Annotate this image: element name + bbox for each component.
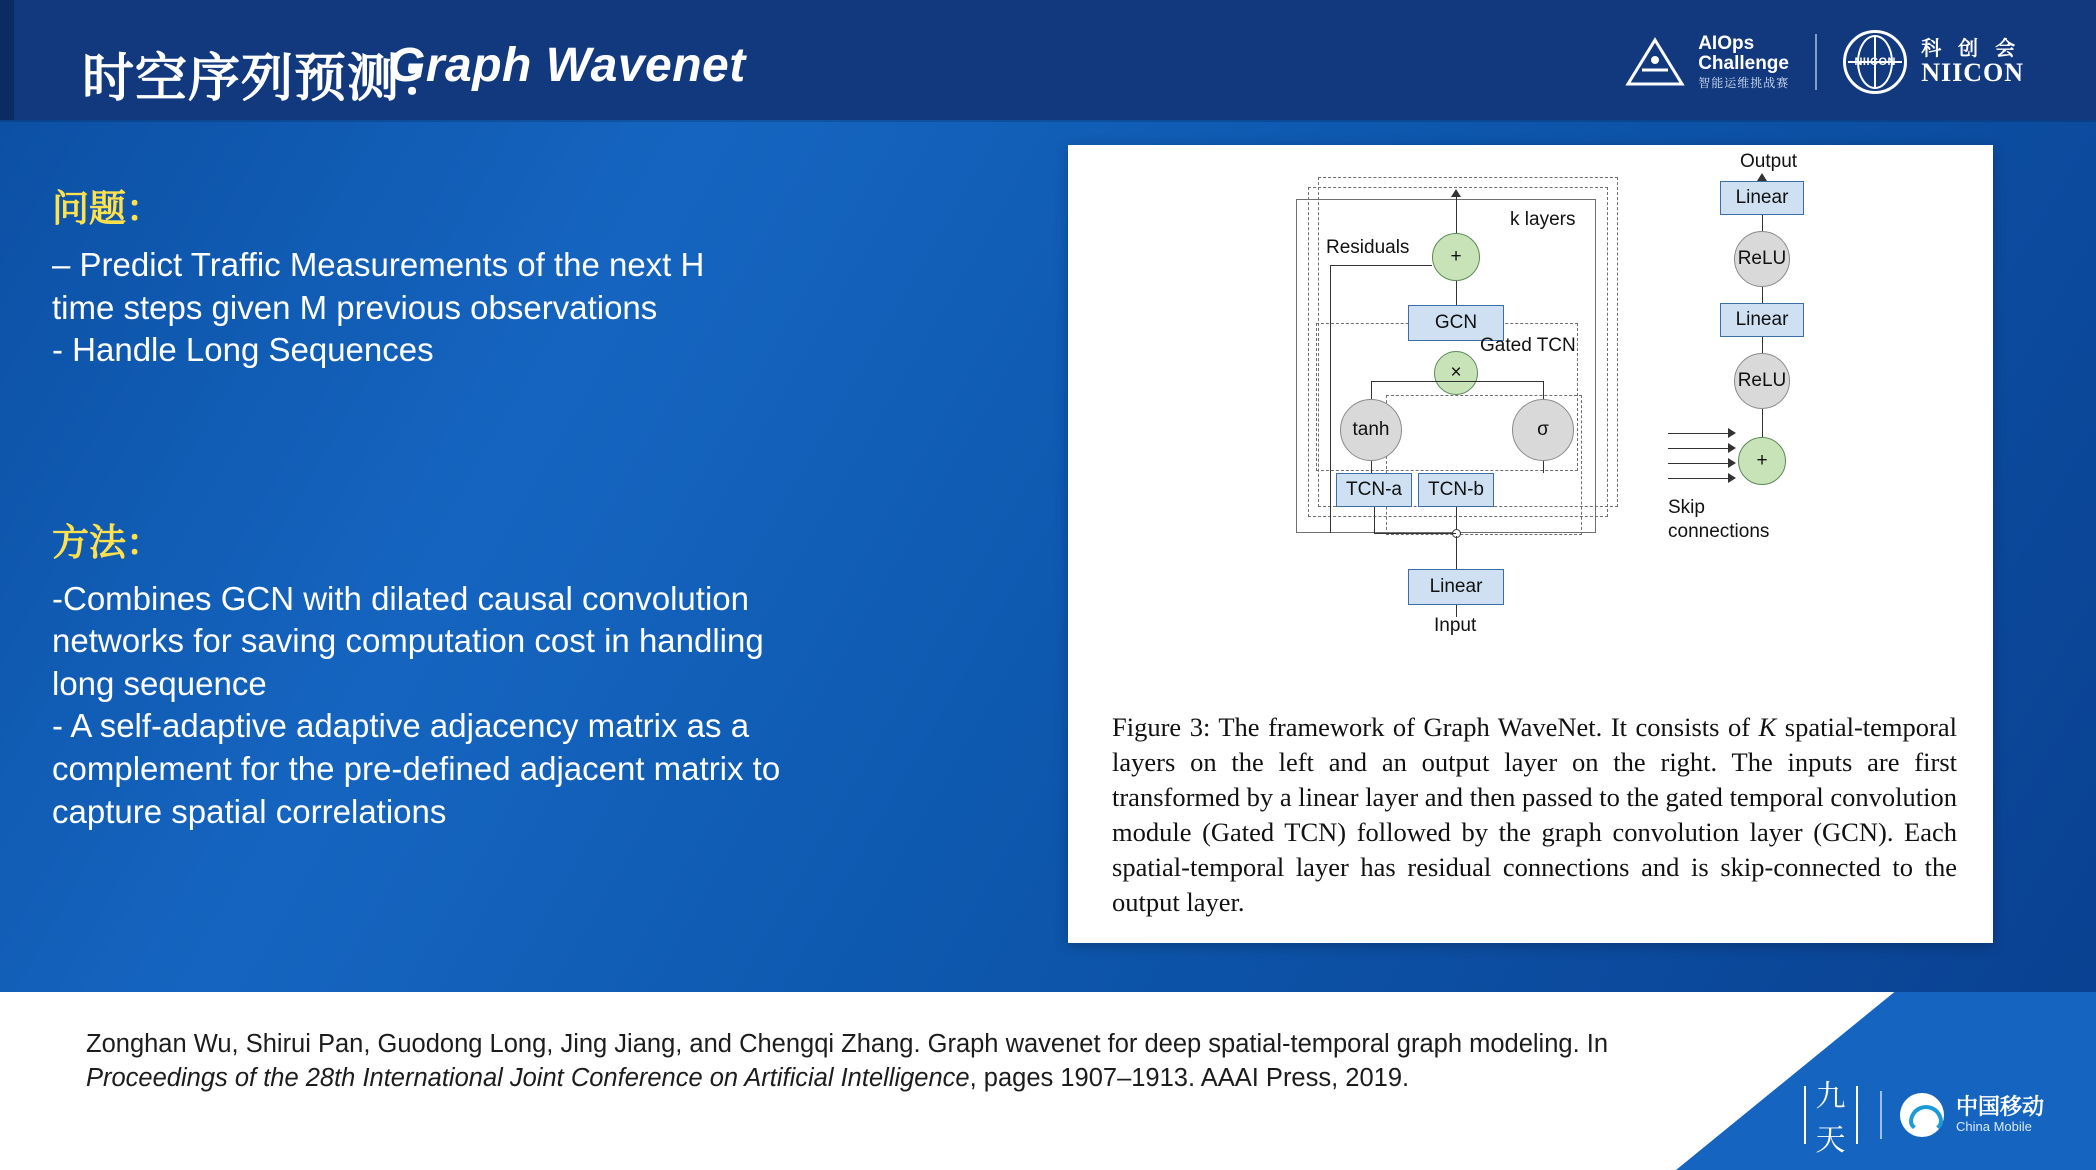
- skip-arrow-head-1: [1728, 428, 1736, 438]
- method-heading: 方法：: [52, 520, 163, 564]
- citation-venue-italic: Proceedings of the 28th International Joint Conference on Artificial Intelligence: [86, 1063, 970, 1092]
- linear-input-box: Linear: [1408, 569, 1504, 605]
- figure-caption-k: K: [1758, 712, 1777, 742]
- aiops-logo-line2: Challenge: [1698, 53, 1789, 75]
- problem-line-2: time steps given M previous observations: [52, 288, 658, 326]
- method-body: [52, 578, 1012, 833]
- citation-part2: , pages 1907–1913. AAAI Press, 2019.: [969, 1063, 1410, 1092]
- skip-arrow-line-4: [1668, 478, 1730, 479]
- sigma-to-tcnb-line: [1543, 461, 1544, 473]
- input-label: Input: [1434, 615, 1477, 636]
- k-layers-label: k layers: [1510, 209, 1576, 230]
- skip-arrow-head-4: [1728, 473, 1736, 483]
- figure-caption-text2: spatial-temporal layers on the left and an output layer on the right. The inputs are first transformed by a linear layer and then passed to the gated temporal convolution module (Gated TCN) followed by the graph convolution layer (GCN). Each spatial-temporal layer has residual connections and is skip-connected to the output layer.: [1112, 712, 1957, 917]
- relu-top-node: ReLU: [1734, 231, 1790, 287]
- niicon-logo-text: [1921, 37, 2024, 88]
- page-title-en: Graph Wavenet: [388, 39, 746, 92]
- tanh-branch-v: [1371, 381, 1372, 399]
- figure-caption-text1: The framework of Graph WaveNet. It consists of: [1218, 712, 1759, 742]
- header-accent-bar: [0, 0, 14, 120]
- tcna-down-line: [1374, 507, 1375, 533]
- output-arrow-top: [1757, 173, 1767, 181]
- linear-output-mid-box: Linear: [1720, 303, 1804, 337]
- output-connector-4: [1762, 409, 1763, 437]
- output-connector-2: [1762, 287, 1763, 303]
- method-line-1: -Combines GCN with dilated causal convolution: [52, 579, 749, 617]
- output-connector-1: [1762, 215, 1763, 231]
- skip-arrow-line-1: [1668, 433, 1730, 434]
- sigma-branch-h: [1456, 381, 1544, 382]
- sigma-node: σ: [1512, 399, 1574, 461]
- skip-connections-label-line2: connections: [1668, 521, 1770, 542]
- gcn-to-plus-line: [1456, 281, 1457, 305]
- citation-text: [86, 1028, 1686, 1096]
- linear-to-split-line: [1456, 536, 1457, 569]
- residual-in-h: [1330, 265, 1432, 266]
- footer-logo-divider: [1880, 1091, 1882, 1139]
- china-mobile-text: [1956, 1096, 2044, 1134]
- content-left-column: [52, 178, 1012, 833]
- aiops-logo-line3: 智能运维挑战赛: [1698, 76, 1790, 91]
- method-line-4: - A self-adaptive adaptive adjacency matrix as a: [52, 707, 750, 745]
- residual-out-line: [1456, 195, 1457, 233]
- niicon-logo-cn: 科 创 会: [1921, 35, 2021, 60]
- niicon-logo-en: NIICON: [1921, 57, 2024, 87]
- gated-tcn-label: Gated TCN: [1480, 335, 1576, 356]
- seal-bracket-left: [1804, 1086, 1806, 1144]
- figure-caption: [1112, 710, 1957, 920]
- sigma-branch-v: [1543, 381, 1544, 399]
- tanh-branch-h: [1371, 381, 1457, 382]
- tcn-b-box: TCN-b: [1418, 473, 1494, 507]
- problem-line-1: – Predict Traffic Measurements of the next H: [52, 246, 705, 283]
- method-line-2: networks for saving computation cost in handling: [52, 622, 764, 660]
- logo-group: [1624, 28, 2024, 96]
- citation-part1: Zonghan Wu, Shirui Pan, Guodong Long, Jing Jiang, and Chengqi Zhang. Graph wavenet for deep spatial-temporal graph modeling. In: [86, 1030, 1609, 1058]
- problem-heading: 问题：: [52, 187, 163, 230]
- output-label: Output: [1740, 151, 1798, 172]
- residuals-label: Residuals: [1326, 237, 1410, 258]
- input-line: [1456, 605, 1457, 617]
- figure-caption-label: Figure 3:: [1112, 712, 1211, 742]
- globe-icon: [1843, 30, 1907, 94]
- method-line-5: complement for the pre-defined adjacent matrix to: [52, 749, 781, 787]
- globe-ellipse: [1857, 35, 1893, 89]
- logo-divider: [1815, 34, 1817, 90]
- figure-panel: [1068, 145, 1993, 943]
- seal-glyph: 九天: [1815, 1079, 1846, 1158]
- gcn-box: GCN: [1408, 305, 1504, 341]
- skip-arrow-head-3: [1728, 458, 1736, 468]
- plus-skip-node: +: [1738, 437, 1786, 485]
- section-spacer: [52, 372, 1012, 512]
- slide-header: [0, 0, 2096, 120]
- output-connector-3: [1762, 337, 1763, 353]
- jiutian-seal-icon: [1800, 1079, 1862, 1158]
- aiops-logo-line1: AIOps: [1698, 33, 1755, 55]
- globe-tag-label: NIICON: [1854, 56, 1896, 68]
- residual-out-arrow: [1451, 189, 1461, 197]
- aiops-triangle-icon: [1624, 36, 1686, 88]
- niicon-logo: [1843, 30, 2024, 94]
- method-line-3: long sequence: [52, 664, 267, 702]
- tanh-node: tanh: [1340, 399, 1402, 461]
- method-line-6: capture spatial correlations: [52, 792, 447, 830]
- seal-bracket-right: [1856, 1086, 1858, 1144]
- tanh-to-tcna-line: [1371, 461, 1372, 473]
- times-gate-node: ×: [1434, 351, 1478, 395]
- aiops-logo-text: [1698, 34, 1789, 89]
- china-mobile-logo: [1900, 1093, 2044, 1137]
- footer-logo-group: [1800, 1079, 2044, 1158]
- linear-output-top-box: Linear: [1720, 181, 1804, 215]
- china-mobile-cn: 中国移动: [1955, 1094, 2044, 1120]
- skip-arrow-head-2: [1728, 443, 1736, 453]
- relu-mid-node: ReLU: [1734, 353, 1790, 409]
- china-mobile-mark-icon: [1900, 1093, 1944, 1137]
- skip-connections-label-line1: Skip: [1668, 497, 1705, 518]
- plus-residual-node: +: [1432, 233, 1480, 281]
- page-title-cn: 时空序列预测：: [82, 50, 454, 108]
- problem-line-3: - Handle Long Sequences: [52, 331, 434, 369]
- problem-body: [52, 244, 1012, 372]
- china-mobile-en: China Mobile: [1955, 1118, 2032, 1134]
- skip-arrow-line-3: [1668, 463, 1730, 464]
- graph-wavenet-architecture-diagram: [1068, 145, 1993, 710]
- aiops-logo: [1624, 34, 1789, 89]
- skip-arrow-line-2: [1668, 448, 1730, 449]
- residual-in-v: [1330, 265, 1331, 533]
- split-h-line: [1374, 533, 1456, 534]
- tcn-a-box: TCN-a: [1336, 473, 1412, 507]
- tcnb-down-line: [1456, 507, 1457, 529]
